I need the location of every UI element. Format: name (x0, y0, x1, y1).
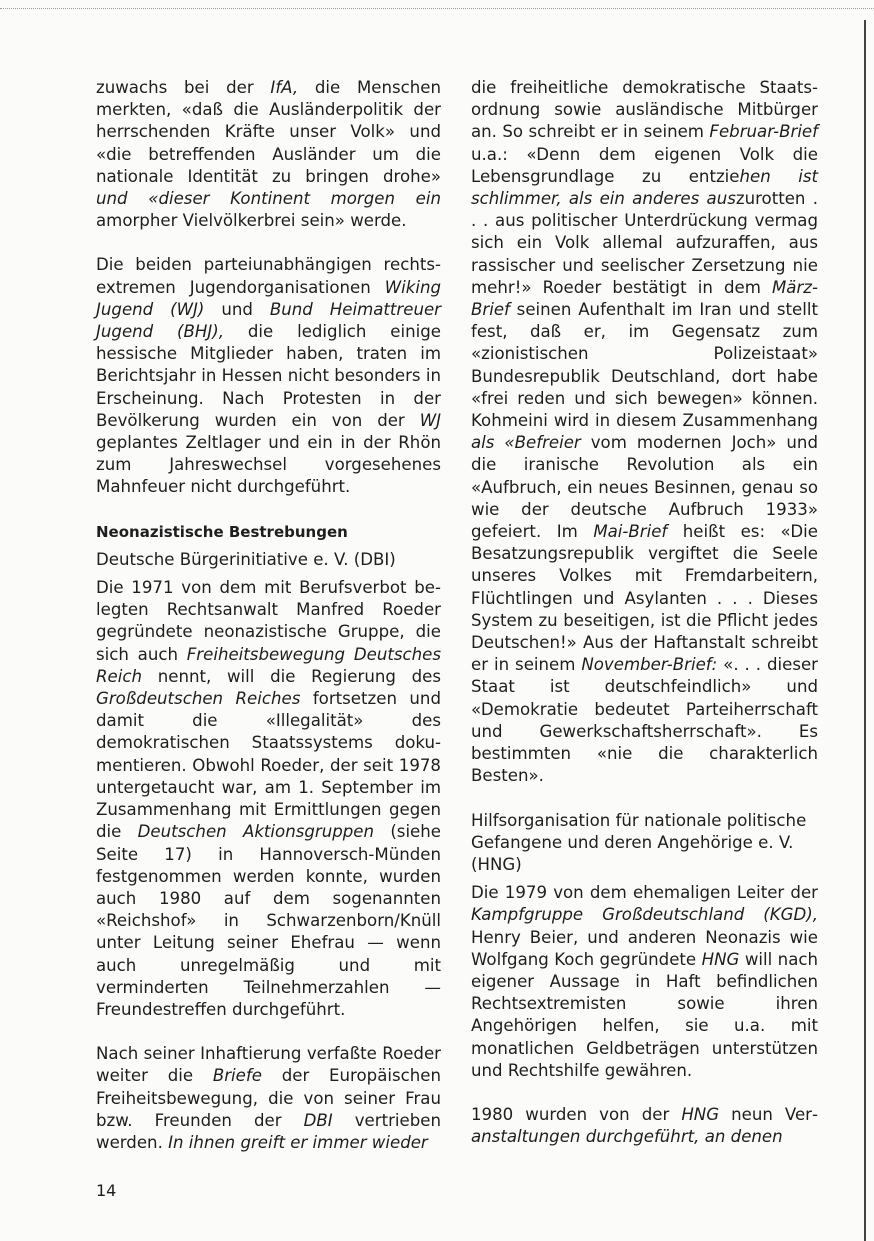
text-run: heißt es: «Die Besatzungsrepublik vergiftet die Seele unseres Volkes mit Fremdarbeitern, Flüchtlingen und Asylanten . . . Dieses System zu beseitigen, ist die Pflicht jedes Deutschen!» Aus der Haftanstalt schreibt er in seinem (471, 522, 818, 675)
paragraph (96, 77, 441, 232)
text-run: will nach eigener Aussage in Haft befindlichen Rechtsextremisten sowie ihren Angehörigen helfen, sie u.a. mit monatlichen Geldbeträgen unterstützen und Rechtshilfe gewähren. (471, 949, 818, 1080)
italic-text: Freiheitsbewegung Deutsches Reich (96, 644, 441, 686)
italic-text: Deutschen Aktionsgruppen (137, 822, 375, 842)
italic-text: Kampfgruppe Großdeutschland (KGD), (471, 905, 818, 925)
italic-text: WJ (419, 410, 441, 430)
organization-heading: Hilfsorganisation für nationale politische Gefangene und deren Angehörige e. V. (HNG) (471, 810, 807, 874)
text-run: die Menschen merkten, «daß die Ausländerpolitik der herrschenden Kräfte unser Volk» und «die betreffenden Ausländer um die nationale Identität zu bringen drohe» (96, 78, 441, 186)
italic-text: In ihnen greift er immer wieder (168, 1132, 428, 1152)
italic-text: HNG (681, 1104, 720, 1124)
text-run: seinen Aufenthalt im Iran und stellt fest, daß er, im Gegensatz zum «zionistischen Polizeistaat» Bundesrepublik Deutschland, dort habe «frei reden und sich bewegen» können. Kohmeini wird in diesem Zusammenhang (471, 300, 818, 431)
paragraph (471, 77, 818, 788)
text-run: «. . . dieser Staat ist deutschfeindlich» und «Demokratie bedeutet Parteiherrschaft und Gewerkschaftsherrschaft». Es bestimmten «nie die charakterlich Besten». (471, 655, 818, 786)
text-run: fortsetzen und damit die «Illegalität» des demokratischen Staatssystems dokumentieren. Obwohl Roeder, der seit 1978 untergetaucht war, am 1. September im Zusammenhang mit Ermittlungen gegen die (96, 689, 441, 842)
text-run: Nach seiner Inhaftierung verfaßte Roeder weiter die (96, 1044, 441, 1086)
text-run: geplantes Zeltlager und ein in der Rhön zum Jahreswechsel vorgesehenes Mahnfeuer nicht durchgeführt. (96, 433, 441, 497)
italic-text: November-Brief: (581, 655, 718, 675)
text-run: die lediglich einige hessische Mitglieder haben, traten im Berichtsjahr in Hessen nicht besonders in Erscheinung. Nach Protesten in der Bevölkerung wurden ein von der (96, 322, 441, 430)
text-run: (siehe Seite 17) in Hannoversch-Münden festgenommen werden konnte, wurden auch 1980 auf dem sogenannten «Reichshof» in Schwarzenborn/Knüll unter Leitung seiner Ehefrau — wenn auch unregelmäßig und mit verminderten Teilnehmerzahlen — Freundestreffen durchgeführt. (96, 822, 441, 1019)
italic-text: Bund Heimattreuer Jugend (BHJ), (96, 299, 441, 342)
text-run: nennt, will die Regierung des (142, 666, 441, 686)
left-column (96, 77, 441, 1154)
text-run: vom modernen Joch» und die iranische Revolution als ein «Aufbruch, ein neues Besinnen, genau so wie der deutsche Aufbruch 1933» gefeiert. Im (471, 433, 818, 542)
paragraph (471, 882, 818, 1082)
paragraph (96, 577, 441, 1021)
text-run: Die 1979 von dem ehemaligen Leiter der (471, 883, 818, 903)
text-run: neun Ver (719, 1104, 818, 1124)
text-run: vertrieben werden. (96, 1110, 441, 1152)
italic-text: März-Brief (471, 277, 818, 320)
italic-text: Februar-Brief (709, 122, 818, 142)
right-column (471, 77, 818, 1148)
organization-heading: Deutsche Bürgerinitiative e. V. (DBI) (96, 549, 396, 569)
italic-text: als «Befreier (471, 433, 581, 453)
section-heading: Neonazistische Bestrebungen (96, 522, 348, 541)
scan-right-edge (864, 20, 866, 1241)
text-run: Die 1971 von dem mit Berufsverbot belegten Rechtsanwalt Manfred Roeder gegründete neonazistische Gruppe, die sich auch (96, 578, 441, 664)
text-run: der Europäischen Freiheitsbewegung, die von seiner Frau bzw. Freunden der (96, 1066, 441, 1130)
italic-text: anstaltungen durchgeführt, an denen (471, 1127, 783, 1147)
text-run: und (204, 299, 270, 319)
page-number: 14 (96, 1181, 117, 1200)
italic-text: hen ist schlimmer, als ein anderes aus (471, 166, 818, 209)
italic-text: Mai-Brief (593, 522, 668, 542)
text-run: Die beiden parteiunabhängigen rechtsextremen Jugendorganisationen (96, 255, 441, 297)
italic-text: IfA, (270, 78, 299, 97)
italic-text: DBI (303, 1110, 333, 1130)
italic-text: Wiking Jugend (WJ) (96, 277, 441, 319)
text-run: 1980 wurden von der (471, 1104, 682, 1124)
scan-top-edge (0, 8, 874, 9)
paragraph (96, 254, 441, 498)
text-run: amorpher Vielvölkerbrei sein» werde. (96, 211, 407, 231)
italic-text: und «dieser Kontinent morgen ein (96, 189, 441, 209)
text-run: zurotten . . . aus politischer Unterdrückung vermag sich ein Volk allemal aufzuraffen, aus rassischer und seelischer Zersetzung nie mehr!» Roeder bestätigt in dem (471, 189, 818, 297)
text-run: Henry Beier, und anderen Neonazis wie Wolfgang Koch gegründete (471, 927, 818, 969)
text-run: u.a.: «Denn dem eigenen Volk die Lebensgrundlage zu entzie (471, 144, 818, 186)
italic-text: Großdeutschen Reiches (96, 689, 301, 709)
paragraph (96, 1043, 441, 1154)
italic-text: HNG (701, 949, 740, 969)
italic-text: Briefe (212, 1066, 262, 1086)
text-run: zuwachs bei der (96, 78, 271, 97)
paragraph (471, 1104, 818, 1148)
text-run: die freiheitliche demokratische Staatsordnung sowie ausländische Mitbürger an. So schreibt er in seinem (471, 78, 818, 142)
